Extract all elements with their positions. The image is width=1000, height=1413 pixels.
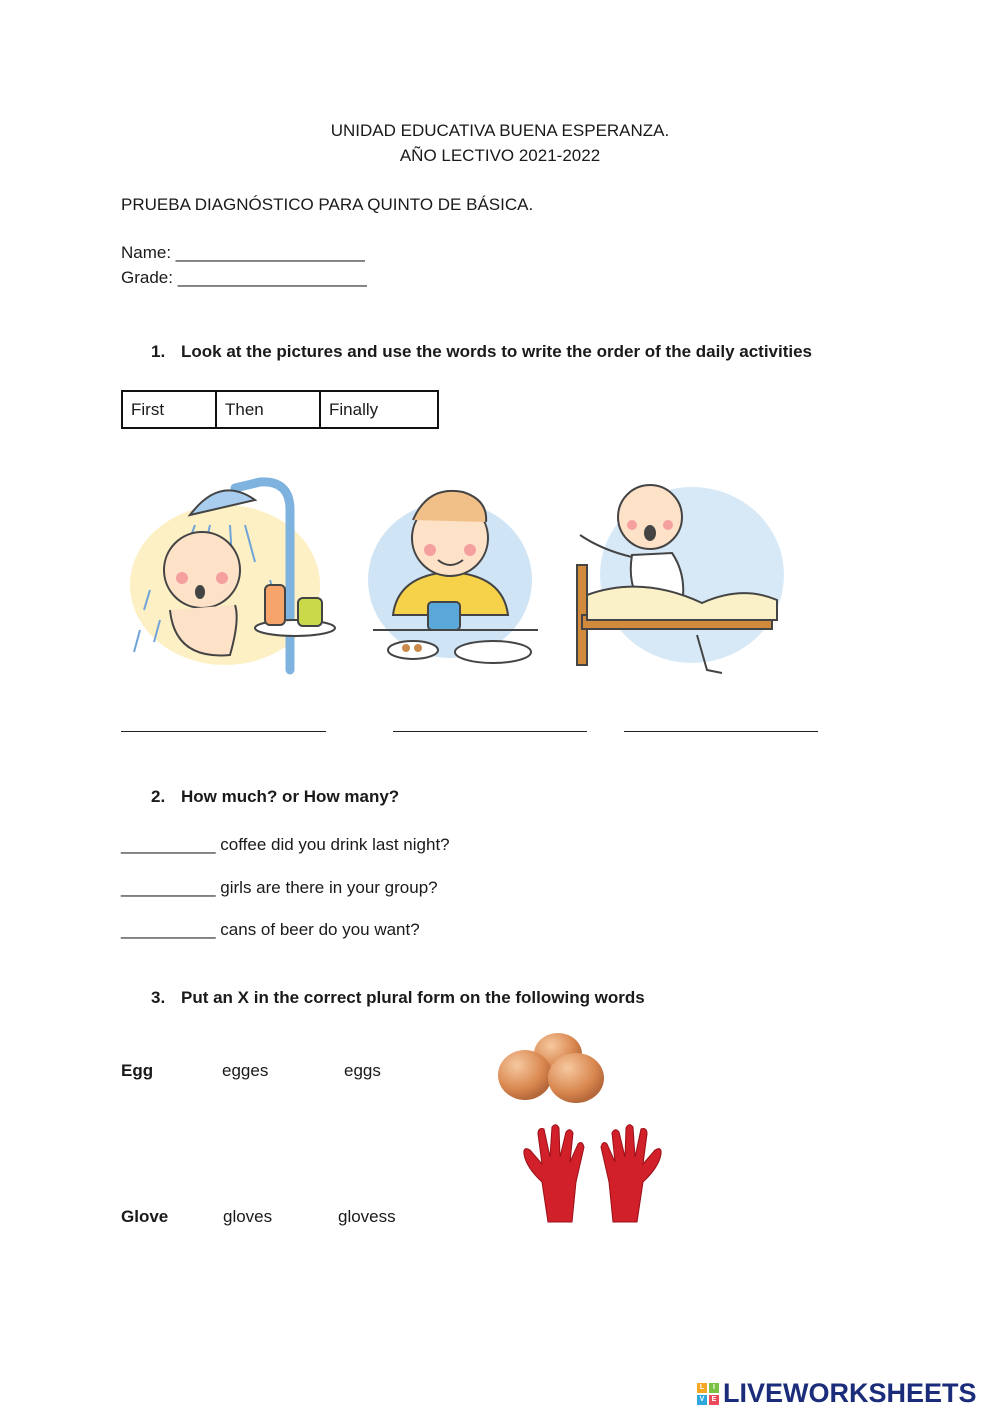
q1-number: 1. — [151, 342, 166, 361]
q2-sentence-2 — [121, 878, 438, 898]
test-title: PRUEBA DIAGNÓSTICO PARA QUINTO DE BÁSICA. — [121, 195, 534, 214]
q2-text-1: coffee did you drink last night? — [220, 835, 450, 854]
q3-number: 3. — [151, 988, 166, 1007]
q3-option-gloves[interactable]: gloves — [223, 1207, 273, 1226]
q1-instruction: Look at the pictures and use the words to write the order of the daily activities — [181, 342, 813, 361]
answer-line-2[interactable] — [393, 731, 587, 732]
shower-illustration — [120, 470, 350, 675]
q2-number: 2. — [151, 787, 166, 806]
answer-line-3[interactable] — [624, 731, 818, 732]
name-field[interactable]: Name: ____________________ — [121, 243, 365, 262]
badge-v: V — [697, 1395, 707, 1405]
word-finally[interactable]: Finally — [320, 391, 438, 428]
q2-sentence-3 — [121, 920, 420, 940]
school-name: UNIDAD EDUCATIVA BUENA ESPERANZA. — [330, 121, 670, 140]
q3-word-glove: Glove — [121, 1207, 169, 1226]
q2-blank-1[interactable]: __________ — [121, 835, 216, 854]
badge-i: I — [709, 1383, 719, 1393]
word-bank-table — [121, 390, 439, 429]
q3-option-glovess[interactable]: glovess — [338, 1207, 396, 1226]
q2-text-3: cans of beer do you want? — [220, 920, 420, 939]
grade-field[interactable]: Grade: ____________________ — [121, 268, 367, 287]
q3-option-egges[interactable]: egges — [222, 1061, 269, 1080]
eggs-picture — [498, 1030, 613, 1105]
school-year: AÑO LECTIVO 2021-2022 — [399, 146, 601, 165]
badge-e: E — [709, 1395, 719, 1405]
gloves-picture — [520, 1122, 665, 1227]
word-first[interactable]: First — [122, 391, 216, 428]
q3-option-eggs[interactable]: eggs — [344, 1061, 381, 1080]
q3-word-egg: Egg — [121, 1061, 154, 1080]
word-then[interactable]: Then — [216, 391, 320, 428]
liveworksheets-logo — [697, 1378, 977, 1409]
q2-blank-3[interactable]: __________ — [121, 920, 216, 939]
answer-line-1[interactable] — [121, 731, 326, 732]
q2-title: How much? or How many? — [181, 787, 400, 806]
q2-blank-2[interactable]: __________ — [121, 878, 216, 897]
wake-up-illustration — [572, 475, 787, 680]
q3-instruction: Put an X in the correct plural form on the following words — [181, 988, 645, 1007]
badge-l: L — [697, 1383, 707, 1393]
breakfast-illustration — [368, 480, 543, 680]
q2-text-2: girls are there in your group? — [220, 878, 438, 897]
q2-sentence-1 — [121, 835, 450, 855]
liveworksheets-badge-icon — [697, 1383, 719, 1405]
liveworksheets-brand: LIVEWORKSHEETS — [723, 1378, 977, 1408]
